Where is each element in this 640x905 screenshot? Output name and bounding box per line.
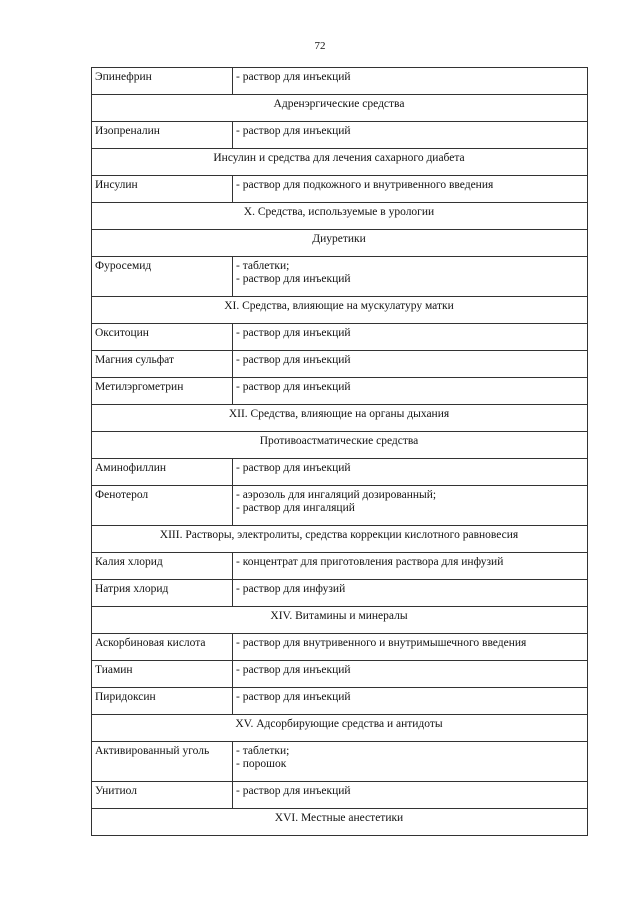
drug-row — [92, 742, 588, 782]
section-title: XIV. Витамины и минералы — [92, 607, 588, 634]
dosage-forms — [233, 553, 588, 580]
drug-row — [92, 176, 588, 203]
dosage-form: - раствор для подкожного и внутривенного введения — [236, 179, 494, 191]
drug-name: Аминофиллин — [92, 459, 233, 486]
section-row — [92, 715, 588, 742]
section-row — [92, 526, 588, 553]
section-title: XII. Средства, влияющие на органы дыхания — [92, 405, 588, 432]
drug-name: Натрия хлорид — [92, 580, 233, 607]
dosage-forms — [233, 351, 588, 378]
section-row — [92, 432, 588, 459]
section-row — [92, 809, 588, 836]
dosage-forms — [233, 580, 588, 607]
dosage-forms — [233, 257, 588, 297]
page-number: 72 — [314, 40, 326, 52]
dosage-forms — [233, 634, 588, 661]
section-row — [92, 405, 588, 432]
section-row — [92, 95, 588, 122]
dosage-form: - раствор для инъекций — [236, 691, 351, 703]
dosage-forms — [233, 459, 588, 486]
drug-name: Фенотерол — [92, 486, 233, 526]
section-title: Диуретики — [92, 230, 588, 257]
drug-name: Калия хлорид — [92, 553, 233, 580]
drug-row — [92, 122, 588, 149]
dosage-form: - раствор для инъекций — [236, 125, 351, 137]
drug-name: Активированный уголь — [92, 742, 233, 782]
dosage-form: - раствор для инъекций — [236, 273, 351, 285]
section-row — [92, 203, 588, 230]
dosage-form: - раствор для инъекций — [236, 785, 351, 797]
section-title: X. Средства, используемые в урологии — [92, 203, 588, 230]
drug-name: Унитиол — [92, 782, 233, 809]
dosage-forms — [233, 782, 588, 809]
dosage-form: - раствор для инфузий — [236, 583, 346, 595]
dosage-form: - концентрат для приготовления раствора для инфузий — [236, 556, 504, 568]
drug-row — [92, 661, 588, 688]
drug-row — [92, 351, 588, 378]
dosage-forms — [233, 122, 588, 149]
dosage-form: - раствор для инъекций — [236, 354, 351, 366]
drug-row — [92, 782, 588, 809]
dosage-form: - таблетки; — [236, 745, 290, 757]
section-row — [92, 230, 588, 257]
drug-name: Магния сульфат — [92, 351, 233, 378]
dosage-form: - раствор для инъекций — [236, 327, 351, 339]
drug-row — [92, 634, 588, 661]
drug-row — [92, 68, 588, 95]
section-title: XV. Адсорбирующие средства и антидоты — [92, 715, 588, 742]
drug-name: Фуросемид — [92, 257, 233, 297]
dosage-form: - раствор для инъекций — [236, 664, 351, 676]
drug-row — [92, 324, 588, 351]
drug-row — [92, 688, 588, 715]
dosage-form: - раствор для внутривенного и внутримышечного введения — [236, 637, 527, 649]
dosage-forms — [233, 688, 588, 715]
section-row — [92, 607, 588, 634]
drug-row — [92, 486, 588, 526]
drug-name: Эпинефрин — [92, 68, 233, 95]
section-title: Адренэргические средства — [92, 95, 588, 122]
section-title: XI. Средства, влияющие на мускулатуру матки — [92, 297, 588, 324]
dosage-form: - раствор для инъекций — [236, 462, 351, 474]
dosage-forms — [233, 661, 588, 688]
section-title: XIII. Растворы, электролиты, средства коррекции кислотного равновесия — [92, 526, 588, 553]
dosage-forms — [233, 742, 588, 782]
dosage-forms — [233, 68, 588, 95]
section-title: XVI. Местные анестетики — [92, 809, 588, 836]
dosage-form: - раствор для инъекций — [236, 71, 351, 83]
section-title: Инсулин и средства для лечения сахарного диабета — [92, 149, 588, 176]
dosage-form: - раствор для инъекций — [236, 381, 351, 393]
drug-name: Окситоцин — [92, 324, 233, 351]
dosage-forms — [233, 324, 588, 351]
dosage-form: - порошок — [236, 758, 287, 770]
drug-name: Изопреналин — [92, 122, 233, 149]
drug-table — [91, 67, 588, 836]
dosage-form: - аэрозоль для ингаляций дозированный; — [236, 489, 437, 501]
drug-name: Метилэргометрин — [92, 378, 233, 405]
dosage-forms — [233, 176, 588, 203]
section-row — [92, 297, 588, 324]
section-row — [92, 149, 588, 176]
drug-name: Пиридоксин — [92, 688, 233, 715]
drug-row — [92, 378, 588, 405]
dosage-forms — [233, 486, 588, 526]
drug-name: Аскорбиновая кислота — [92, 634, 233, 661]
dosage-forms — [233, 378, 588, 405]
drug-row — [92, 553, 588, 580]
drug-row — [92, 257, 588, 297]
drug-name: Инсулин — [92, 176, 233, 203]
drug-table-body — [92, 68, 588, 836]
dosage-form: - раствор для ингаляций — [236, 502, 355, 514]
drug-row — [92, 459, 588, 486]
section-title: Противоастматические средства — [92, 432, 588, 459]
drug-row — [92, 580, 588, 607]
drug-name: Тиамин — [92, 661, 233, 688]
dosage-form: - таблетки; — [236, 260, 290, 272]
